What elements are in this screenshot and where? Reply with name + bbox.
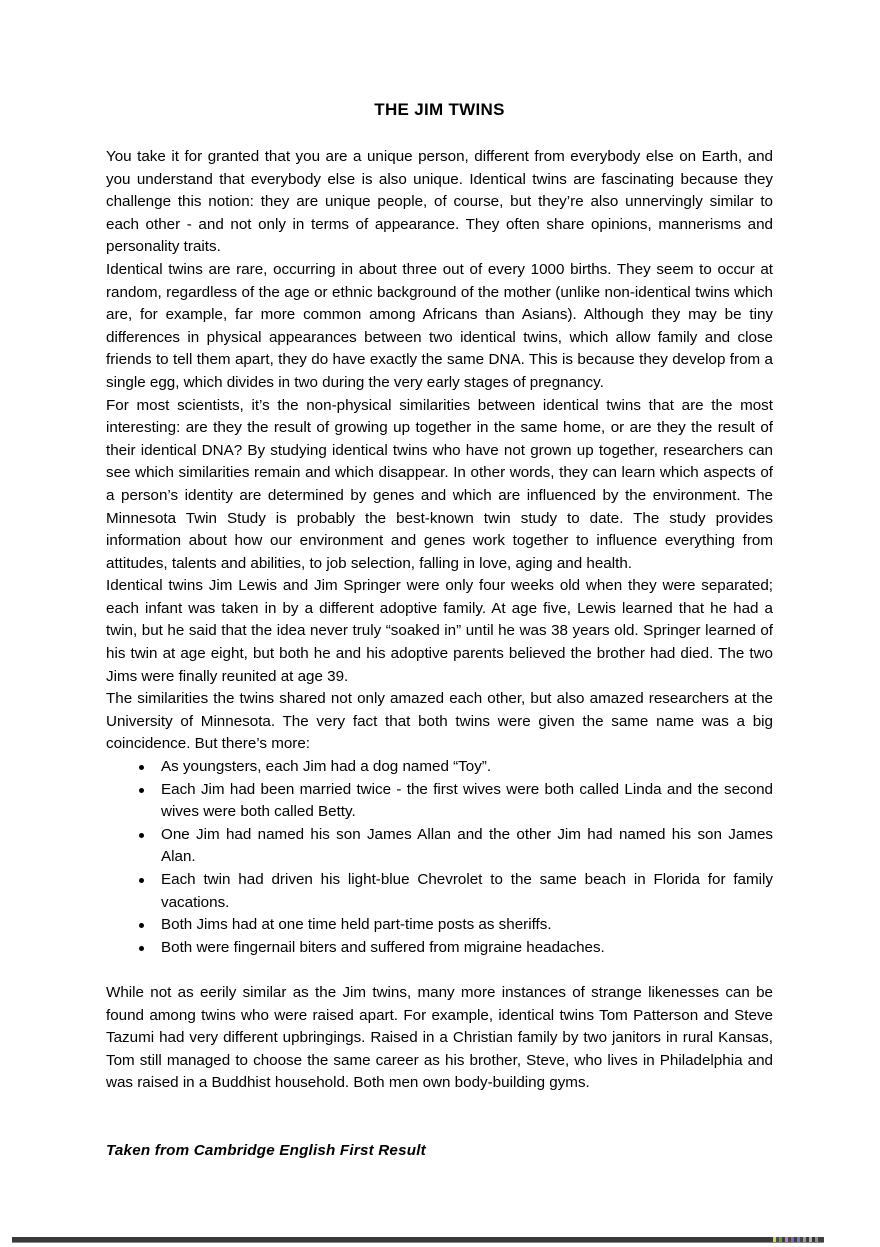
list-item-text: As youngsters, each Jim had a dog named “Toy”. — [161, 758, 492, 776]
list-item-text: Each twin had driven his light-blue Chevrolet to the same beach in Florida for family vacations. — [161, 871, 773, 911]
paragraph-spacer — [106, 959, 773, 982]
list-item-text: One Jim had named his son James Allan and the other Jim had named his son James Alan. — [161, 825, 773, 866]
paragraph-jim-twins: Identical twins Jim Lewis and Jim Springer were only four weeks old when they were separated; each infant was taken in by a different adoptive family. At age five, Lewis learned that he had a twin, but he said that the idea never truly “soaked in” until he was 38 years old. Springer learned of his twin at age eight, but both he and his adoptive parents believed the brother had died. The two Jims were finally reunited at age 39. — [106, 577, 773, 685]
list-item-text: Both were fingernail biters and suffered from migraine headaches. — [161, 938, 605, 956]
list-item — [106, 914, 773, 937]
list-item-text: Each Jim had been married twice - the first wives were both called Linda and the second wives were both called Betty. — [161, 780, 773, 821]
source-attribution: Taken from Cambridge English First Result — [106, 1141, 426, 1159]
similarities-list — [106, 756, 773, 959]
bullet-icon — [139, 788, 144, 793]
bullet-icon — [139, 833, 144, 838]
list-item — [106, 824, 773, 869]
bullet-icon — [139, 765, 144, 770]
list-item — [106, 756, 773, 779]
paragraph-rarity: Identical twins are rare, occurring in about three out of every 1000 births. They seem to occur at random, regardless of the age or ethnic background of the mother (unlike non-identical twins which are, for example, far more common among Africans than Asians). Although they may be tiny differences in physical appearances between two identical twins, which allow family and close friends to tell them apart, they do have exactly the same DNA. This is because they develop from a single egg, which divides in two during the very early stages of pregnancy. — [106, 260, 773, 391]
bullet-icon — [139, 878, 144, 883]
document-body — [106, 100, 773, 1163]
paragraph-research: For most scientists, it’s the non-physical similarities between identical twins that are the most interesting: are they the result of growing up together in the same home, or are they the result of their identical DNA? By studying identical twins who have not grown up together, researchers can see which similarities remain and which disappear. In other words, they can learn which aspects of a person’s identity are determined by genes and which are influenced by the environment. The Minnesota Twin Study is probably the best-known twin study to date. The study provides information about how our environment and genes work together to influence everything from attitudes, talents and abilities, to job selection, falling in love, aging and health. — [106, 396, 773, 572]
list-item-text: Both Jims had at one time held part-time posts as sheriffs. — [161, 916, 552, 934]
list-item — [106, 937, 773, 960]
list-item — [106, 869, 773, 914]
paragraph-similarities: The similarities the twins shared not only amazed each other, but also amazed researchers at the University of Minnesota. The very fact that both twins were given the same name was a big coincidence. But there’s more: — [106, 690, 773, 753]
paragraph-intro: You take it for granted that you are a unique person, different from everybody else on Earth, and you understand that everybody else is also unique. Identical twins are fascinating because they challenge this notion: they are unique people, of course, but they’re also unnervingly similar to each other - and not only in terms of appearance. They often share opinions, mannerisms and personality traits. — [106, 148, 773, 256]
bullet-icon — [139, 946, 144, 951]
paragraph-other-twins: While not as eerily similar as the Jim twins, many more instances of strange likenesses can be found among twins who were raised apart. For example, identical twins Tom Patterson and Steve Tazumi had very different upbringings. Raised in a Christian family by two janitors in rural Kansas, Tom still managed to choose the same career as his brother, Steve, who lives in Philadelphia and was raised in a Buddhist household. Both men own body-building gyms. — [106, 983, 773, 1092]
color-calibration-strip — [773, 1237, 824, 1242]
scan-edge-bar — [12, 1237, 824, 1243]
page-title: THE JIM TWINS — [374, 100, 505, 119]
list-item — [106, 779, 773, 824]
bullet-icon — [139, 923, 144, 928]
